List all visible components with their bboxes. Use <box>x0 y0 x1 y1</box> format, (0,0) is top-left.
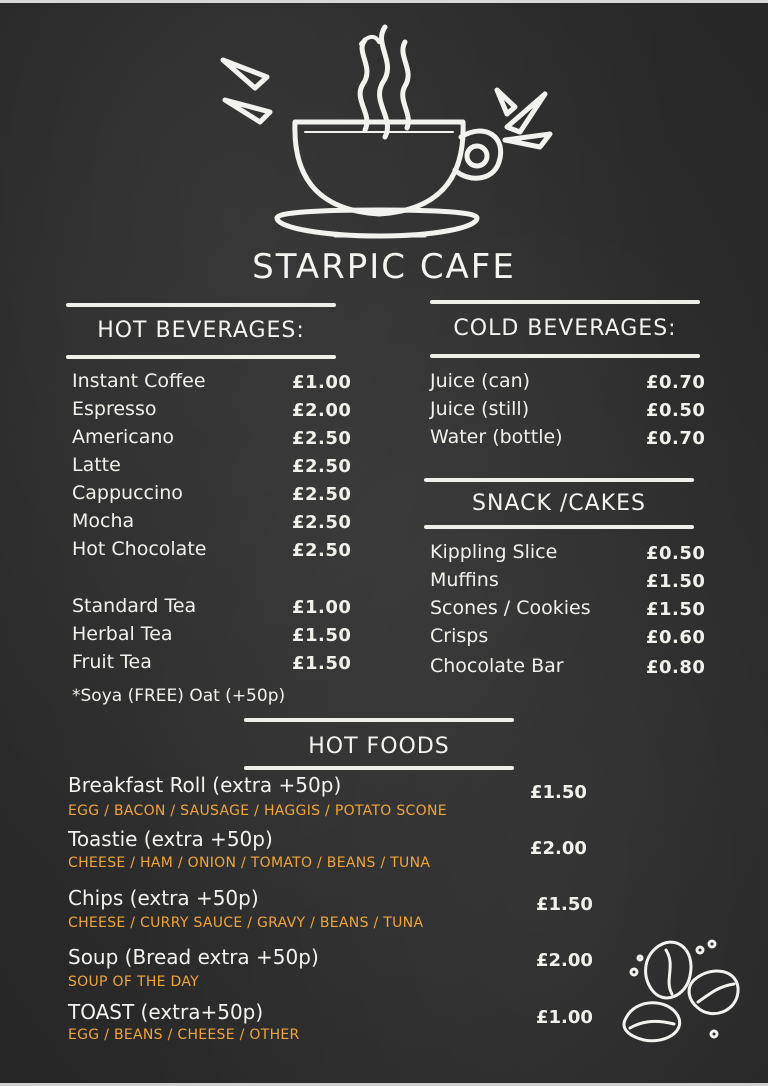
food-item-price: £1.00 <box>536 1007 593 1028</box>
menu-item-name: Kippling Slice <box>430 541 558 563</box>
menu-item-name: Standard Tea <box>72 595 197 617</box>
hot-beverages-heading: HOT BEVERAGES: <box>97 318 305 343</box>
snacks-top-rule <box>424 478 694 482</box>
food-item-name: Breakfast Roll (extra +50p) <box>68 773 342 797</box>
menu-item-price: £1.50 <box>292 625 352 646</box>
hot-foods-top-rule <box>244 718 514 722</box>
menu-item-price: £1.00 <box>292 372 352 393</box>
menu-item-price: £0.70 <box>646 372 706 393</box>
menu-item-price: £0.50 <box>646 400 706 421</box>
menu-item-name: Muffins <box>430 569 499 591</box>
menu-item-name: Americano <box>72 426 175 448</box>
cold-beverages-top-rule <box>430 300 700 304</box>
menu-item-name: Chocolate Bar <box>430 655 564 677</box>
cafe-title: STARPIC CAFE <box>252 247 516 287</box>
menu-item-name: Cappuccino <box>72 482 183 504</box>
food-item-price: £1.50 <box>530 782 587 803</box>
hot-foods-heading: HOT FOODS <box>308 734 450 759</box>
menu-item-price: £2.50 <box>292 512 352 533</box>
food-item-options: EGG / BEANS / CHEESE / OTHER <box>68 1027 300 1043</box>
food-item-price: £1.50 <box>536 894 593 915</box>
cold-beverages-bottom-rule <box>430 354 700 358</box>
menu-item-name: Espresso <box>72 398 157 420</box>
food-item-options: CHEESE / HAM / ONION / TOMATO / BEANS / TUNA <box>68 855 431 871</box>
food-item-options: SOUP OF THE DAY <box>68 974 200 990</box>
menu-item-name: Hot Chocolate <box>72 538 207 560</box>
food-item-name: TOAST (extra+50p) <box>68 1000 264 1024</box>
menu-item-price: £0.50 <box>646 543 706 564</box>
menu-item-price: £1.50 <box>646 571 706 592</box>
menu-item-price: £2.50 <box>292 540 352 561</box>
food-item-options: CHEESE / CURRY SAUCE / GRAVY / BEANS / TUNA <box>68 915 424 931</box>
menu-item-name: Mocha <box>72 510 135 532</box>
hot-foods-bottom-rule <box>244 766 514 770</box>
menu-item-name: Latte <box>72 454 121 476</box>
food-item-name: Toastie (extra +50p) <box>68 827 273 851</box>
milk-note: *Soya (FREE) Oat (+50p) <box>72 686 286 706</box>
menu-item-name: Juice (can) <box>430 370 531 392</box>
menu-item-name: Crisps <box>430 625 489 647</box>
menu-item-price: £1.00 <box>292 597 352 618</box>
hot-beverages-bottom-rule <box>66 355 336 359</box>
menu-item-price: £0.60 <box>646 627 706 648</box>
menu-item-price: £0.80 <box>646 657 706 678</box>
snacks-bottom-rule <box>424 525 694 529</box>
menu-item-name: Water (bottle) <box>430 426 563 448</box>
menu-item-price: £1.50 <box>646 599 706 620</box>
menu-item-price: £2.50 <box>292 456 352 477</box>
coffee-cup-icon <box>215 22 560 247</box>
coffee-beans-icon <box>616 928 756 1048</box>
hot-beverages-top-rule <box>66 303 336 307</box>
food-item-price: £2.00 <box>530 838 587 859</box>
food-item-name: Soup (Bread extra +50p) <box>68 945 319 969</box>
menu-item-name: Scones / Cookies <box>430 597 591 619</box>
menu-item-name: Fruit Tea <box>72 651 152 673</box>
menu-item-price: £2.00 <box>292 400 352 421</box>
menu-item-name: Herbal Tea <box>72 623 173 645</box>
menu-item-price: £2.50 <box>292 484 352 505</box>
food-item-price: £2.00 <box>536 950 593 971</box>
food-item-options: EGG / BACON / SAUSAGE / HAGGIS / POTATO SCONE <box>68 803 447 819</box>
menu-item-name: Instant Coffee <box>72 370 206 392</box>
menu-item-name: Juice (still) <box>430 398 530 420</box>
food-item-name: Chips (extra +50p) <box>68 886 259 910</box>
menu-item-price: £0.70 <box>646 428 706 449</box>
cold-beverages-heading: COLD BEVERAGES: <box>453 316 677 341</box>
snacks-heading: SNACK /CAKES <box>472 491 646 516</box>
menu-item-price: £1.50 <box>292 653 352 674</box>
menu-item-price: £2.50 <box>292 428 352 449</box>
